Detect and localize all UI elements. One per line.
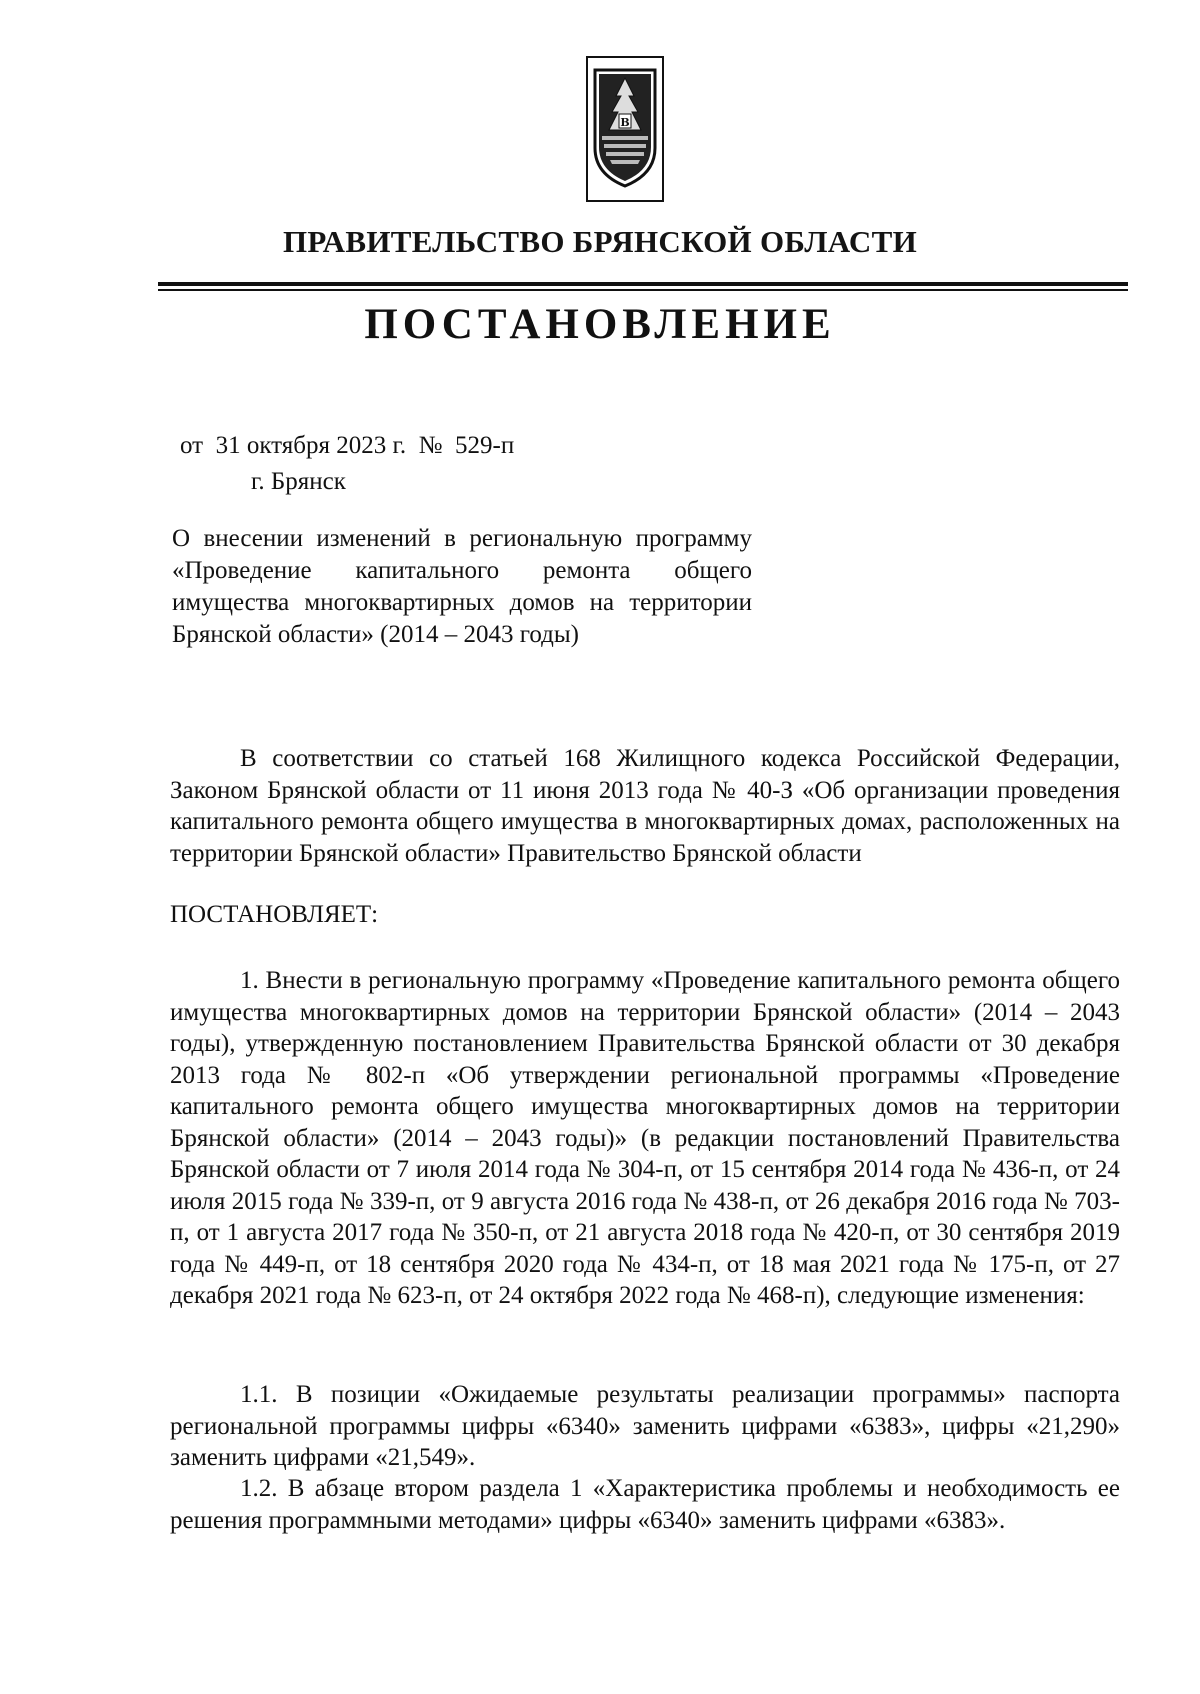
header-rule-thin <box>158 289 1128 291</box>
svg-text:B: B <box>620 116 630 129</box>
date-and-number: от 31 октября 2023 г. № 529-п <box>180 432 515 459</box>
government-title: ПРАВИТЕЛЬСТВО БРЯНСКОЙ ОБЛАСТИ <box>282 224 918 259</box>
decree-word: ПОСТАНОВЛЯЕТ: <box>170 901 379 928</box>
document-type-title: ПОСТАНОВЛЕНИЕ <box>364 301 836 348</box>
city: г. Брянск <box>251 468 346 495</box>
bryansk-coat-of-arms-icon <box>586 56 664 202</box>
header-rule-thick <box>158 282 1128 286</box>
item-1-2-paragraph: 1.2. В абзаце втором раздела 1 «Характеристика проблемы и необходимость ее решения программными методами» цифры «6340» заменить цифрами «6383». <box>170 1475 1120 1534</box>
preamble-paragraph: В соответствии со статьей 168 Жилищного кодекса Российской Федерации, Законом Брянской области от 11 июня 2013 года № 40-З «Об организации проведения капитального ремонта общего имущества в многоквартирных домах, расположенных на территории Брянской области» Правительство Брянской области <box>170 745 1120 867</box>
item-1-1-paragraph: 1.1. В позиции «Ожидаемые результаты реализации программы» паспорта региональной программы цифры «6340» заменить цифрами «6383», цифры «21,290» заменить цифрами «21,549». <box>170 1381 1120 1471</box>
document-subject: О внесении изменений в региональную программу «Проведение капитального ремонта общего имущества многоквартирных домов на территории Брянской области» (2014 – 2043 годы) <box>172 525 752 648</box>
item-1-paragraph: 1. Внести в региональную программу «Проведение капитального ремонта общего имущества многоквартирных домов на территории Брянской области» (2014 – 2043 годы), утвержденную постановлением Правительства Брянской области от 30 декабря 2013 года № 802-п «Об утверждении региональной программы «Проведение капитального ремонта общего имущества многоквартирных домов на территории Брянской области» (2014 – 2043 годы)» (в редакции постановлений Правительства Брянской области от 7 июля 2014 года № 304-п, от 15 сентября 2014 года № 436-п, от 24 июля 2015 года № 339-п, от 9 августа 2016 года № 438-п, от 26 декабря 2016 года № 703-п, от 1 августа 2017 года № 350-п, от 21 августа 2018 года № 420-п, от 30 сентября 2019 года № 449-п, от 18 сентября 2020 года № 434-п, от 18 мая 2021 года № 175-п, от 27 декабря 2021 года № 623-п, от 24 октября 2022 года № 468-п), следующие изменения: <box>170 967 1120 1309</box>
